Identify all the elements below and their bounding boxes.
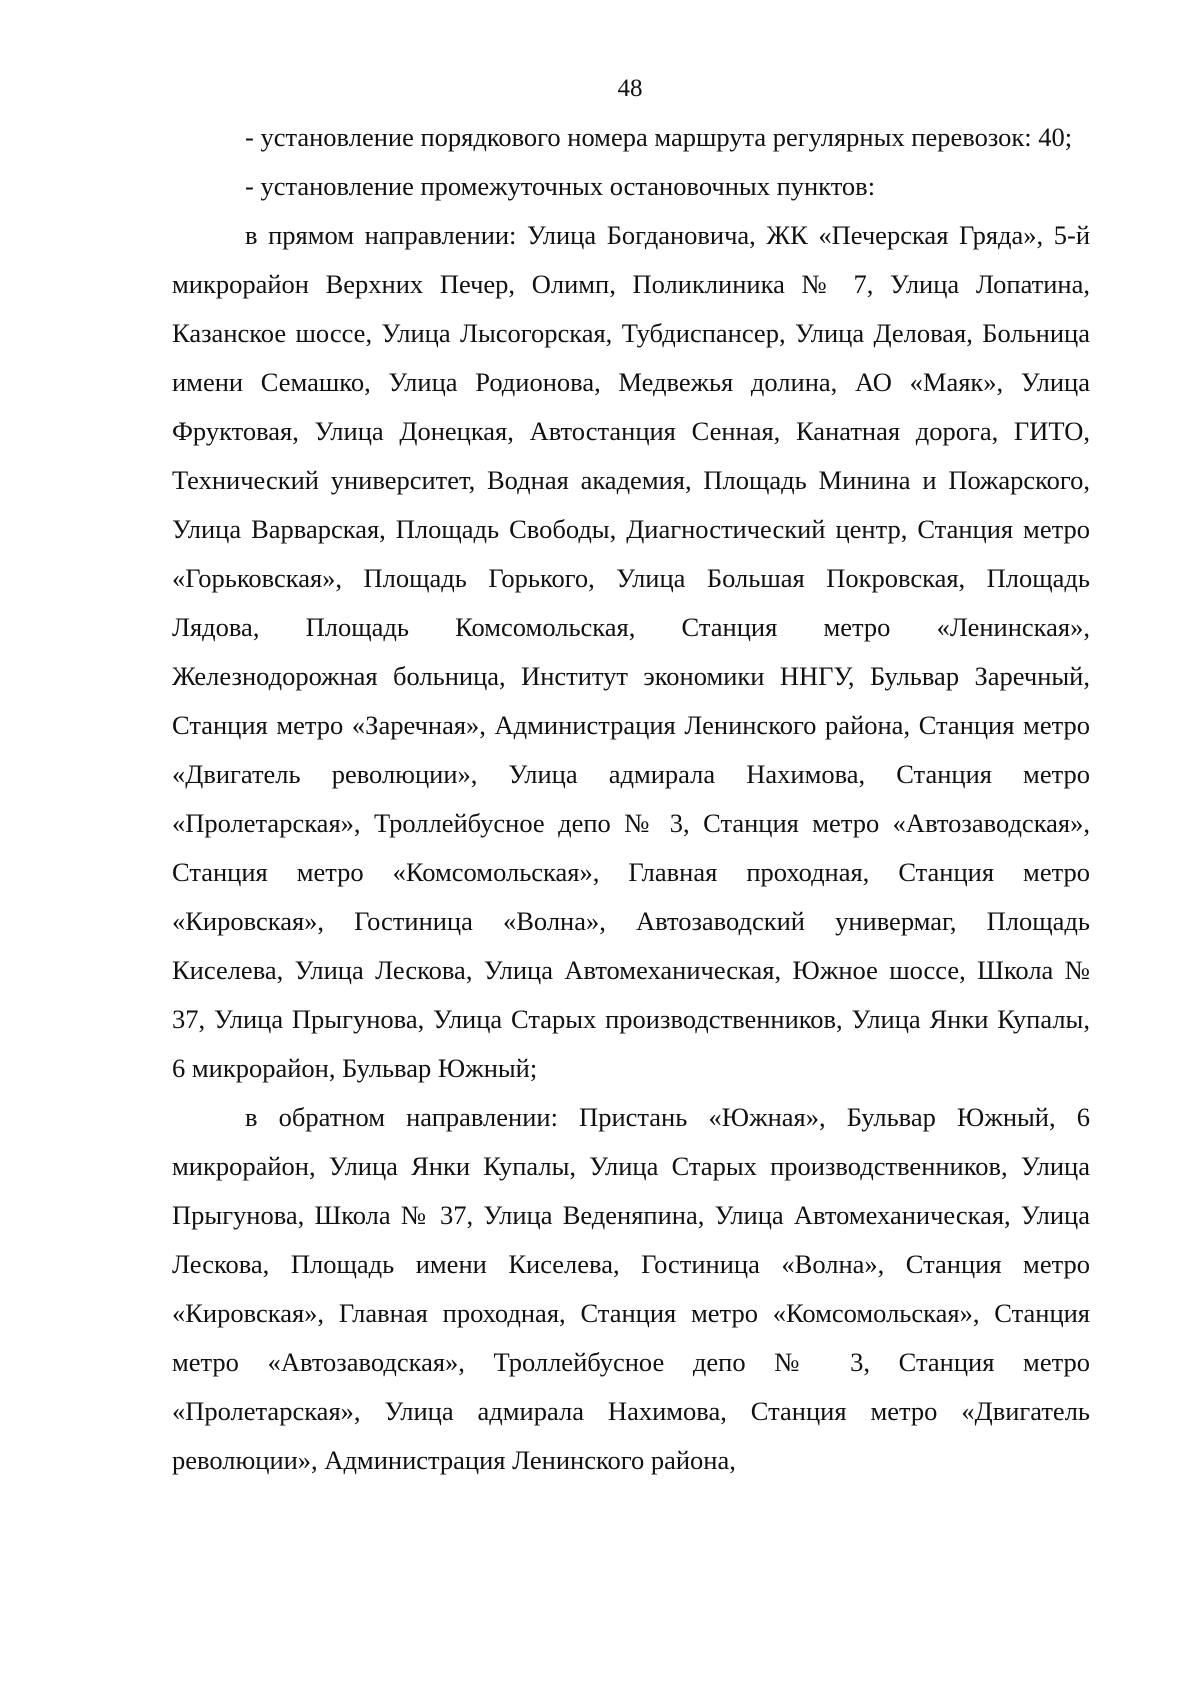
- paragraph-reverse-direction: в обратном направлении: Пристань «Южная», Бульвар Южный, 6 микрорайон, Улица Янки Купалы, Улица Старых производственников, Улица Прыгунова, Школа № 37, Улица Веденяпина, Улица Автомеханическая, Улица Лескова, Площадь имени Киселева, Гостиница «Волна», Станция метро «Кировская», Главная проходная, Станция метро «Комсомольская», Станция метро «Автозаводская», Троллейбусное депо № 3, Станция метро «Пролетарская», Улица адмирала Нахимова, Станция метро «Двигатель революции», Администрация Ленинского района,: [172, 1102, 1090, 1475]
- page-number: 48: [617, 75, 643, 102]
- document-body: [172, 113, 1090, 1485]
- paragraph-route-number: - установление порядкового номера маршрута регулярных перевозок: 40;: [245, 122, 1073, 152]
- paragraph-stops-heading: - установление промежуточных остановочных пунктов:: [245, 171, 876, 201]
- paragraph-forward-direction: в прямом направлении: Улица Богдановича, ЖК «Печерская Гряда», 5-й микрорайон Верхних Печер, Олимп, Поликлиника № 7, Улица Лопатина, Казанское шоссе, Улица Лысогорская, Тубдиспансер, Улица Деловая, Больница имени Семашко, Улица Родионова, Медвежья долина, АО «Маяк», Улица Фруктовая, Улица Донецкая, Автостанция Сенная, Канатная дорога, ГИТО, Технический университет, Водная академия, Площадь Минина и Пожарского, Улица Варварская, Площадь Свободы, Диагностический центр, Станция метро «Горьковская», Площадь Горького, Улица Большая Покровская, Площадь Лядова, Площадь Комсомольская, Станция метро «Ленинская», Железнодорожная больница, Институт экономики ННГУ, Бульвар Заречный, Станция метро «Заречная», Администрация Ленинского района, Станция метро «Двигатель революции», Улица адмирала Нахимова, Станция метро «Пролетарская», Троллейбусное депо № 3, Станция метро «Автозаводская», Станция метро «Комсомольская», Главная проходная, Станция метро «Кировская», Гостиница «Волна», Автозаводский универмаг, Площадь Киселева, Улица Лескова, Улица Автомеханическая, Южное шоссе, Школа № 37, Улица Прыгунова, Улица Старых производственников, Улица Янки Купалы, 6 микрорайон, Бульвар Южный;: [172, 220, 1090, 1083]
